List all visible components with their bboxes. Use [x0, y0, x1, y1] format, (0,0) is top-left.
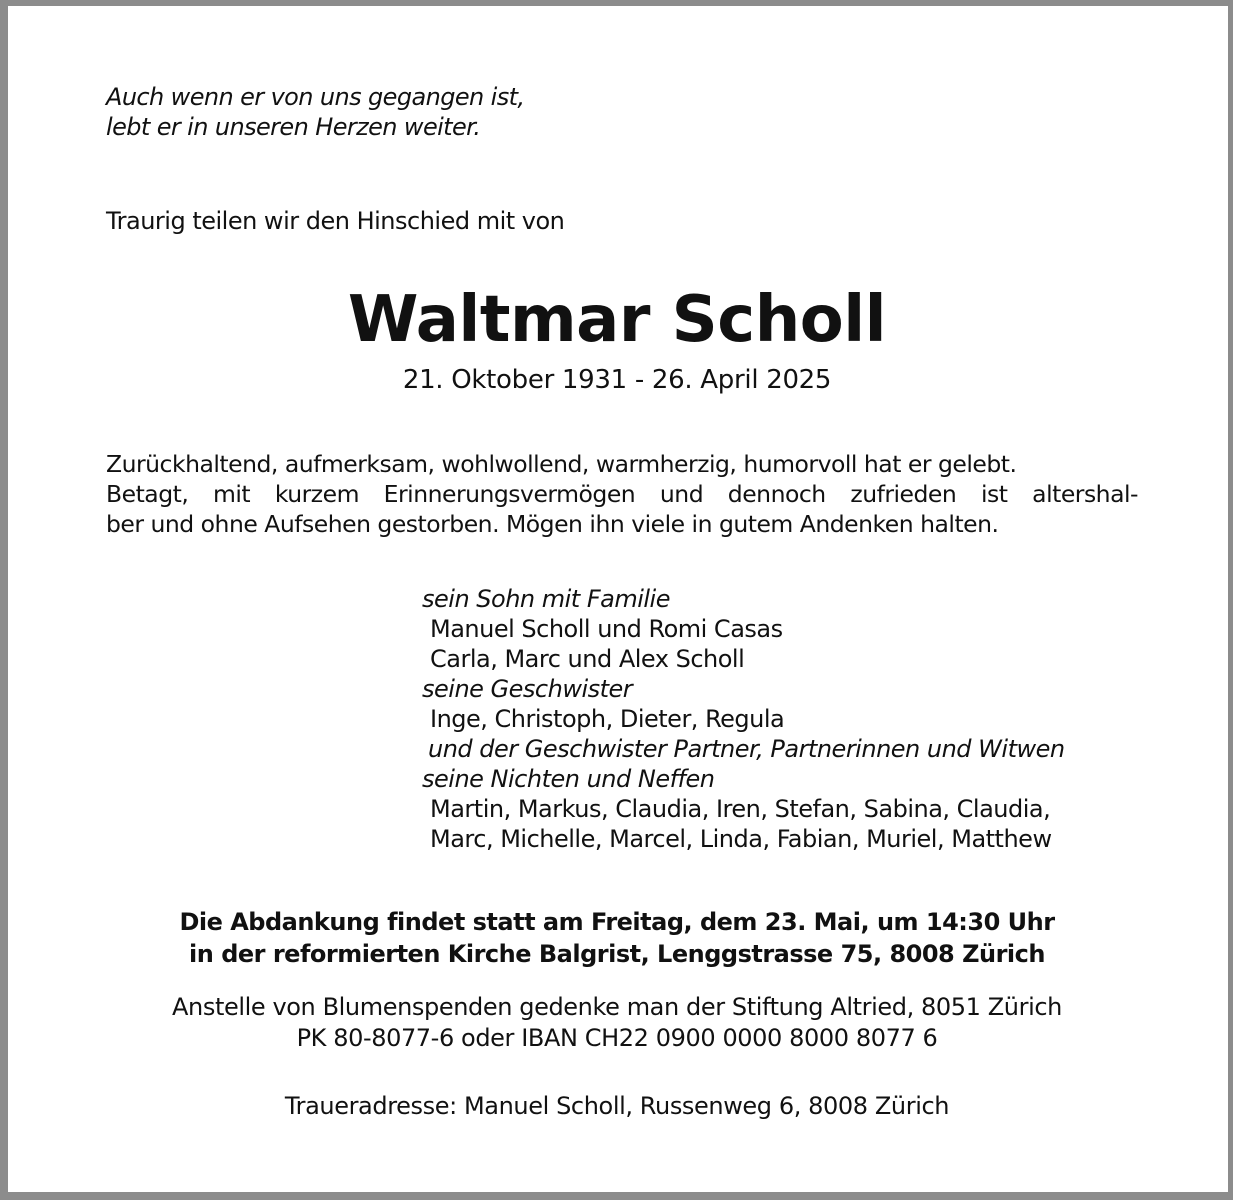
deceased-name: Waltmar Scholl [347, 283, 887, 357]
description-line-1: Zurückhaltend, aufmerksam, wohlwollend, warmherzig, humorvoll hat er gelebt. [106, 450, 1017, 478]
donation-line-1: Anstelle von Blumenspenden gedenke man der Stiftung Altried, 8051 Zürich [172, 993, 1062, 1021]
obituary-notice [8, 6, 1228, 1192]
intro-text: Traurig teilen wir den Hinschied mit von [106, 207, 565, 235]
motto-line-1: Auch wenn er von uns gegangen ist, [106, 83, 525, 111]
life-dates: 21. Oktober 1931 - 26. April 2025 [402, 365, 832, 395]
description-line-3: ber und ohne Aufsehen gestorben. Mögen ihn viele in gutem Andenken halten. [106, 510, 999, 538]
son-label: sein Sohn mit Familie [422, 585, 670, 613]
son-line-2: Carla, Marc und Alex Scholl [430, 645, 745, 673]
service-line-2: in der reformierten Kirche Balgrist, Lenggstrasse 75, 8008 Zürich [189, 940, 1045, 968]
siblings-partners: und der Geschwister Partner, Partnerinnen und Witwen [428, 735, 1065, 763]
motto [106, 82, 524, 142]
mourning-address: Traueradresse: Manuel Scholl, Russenweg 6, 8008 Zürich [284, 1092, 950, 1120]
motto-line-2: lebt er in unseren Herzen weiter. [106, 113, 481, 141]
son-line-1: Manuel Scholl und Romi Casas [430, 615, 783, 643]
service-line-1: Die Abdankung findet statt am Freitag, dem 23. Mai, um 14:30 Uhr [179, 908, 1055, 936]
service-info [8, 906, 1226, 970]
siblings-line-1: Inge, Christoph, Dieter, Regula [430, 705, 785, 733]
donation-line-2: PK 80-8077-6 oder IBAN CH22 0900 0000 8000 8077 6 [296, 1024, 938, 1052]
siblings-label: seine Geschwister [422, 675, 633, 703]
nephews-line-2: Marc, Michelle, Marcel, Linda, Fabian, Muriel, Matthew [430, 825, 1052, 853]
description-line-2: Betagt, mit kurzem Erinnerungsvermögen und dennoch zufrieden ist altershal- [106, 480, 1138, 508]
nephews-line-1: Martin, Markus, Claudia, Iren, Stefan, Sabina, Claudia, [430, 795, 1051, 823]
nephews-label: seine Nichten und Neffen [422, 765, 715, 793]
mourners-list [422, 584, 1065, 854]
donation-info [8, 992, 1226, 1054]
description [106, 449, 1138, 539]
